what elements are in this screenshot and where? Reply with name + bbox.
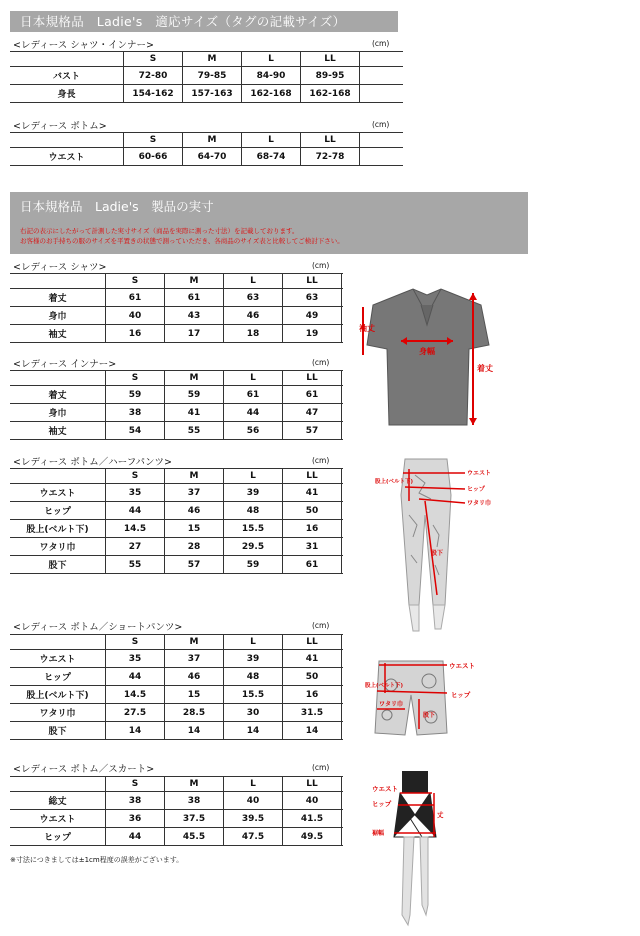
size-header-cell: L <box>224 371 283 386</box>
size-value-cell: 36 <box>106 810 165 828</box>
header-extra-cell <box>342 635 344 650</box>
row-extra-cell <box>342 404 344 422</box>
row-extra-cell <box>360 67 404 85</box>
skirt-label-hip: ヒップ <box>372 800 392 808</box>
table-row <box>10 148 403 166</box>
table-row <box>10 828 343 846</box>
size-value-cell: 27.5 <box>106 704 165 722</box>
actual-size-title: 日本規格品 Ladie's 製品の実寸 <box>20 199 214 214</box>
measure-note-1: 右記の表示にしたがって計測した実寸サイズ（商品を実際に測った寸法）を記載しております。 <box>20 227 299 235</box>
size-header-cell: L <box>242 133 301 148</box>
row-label: 股下 <box>10 722 106 740</box>
short-pants-illustration <box>365 655 490 740</box>
size-header-cell: L <box>242 52 301 67</box>
size-table <box>10 776 343 846</box>
row-label: ウエスト <box>10 650 106 668</box>
size-value-cell: 68-74 <box>242 148 301 166</box>
row-label: バスト <box>10 67 124 85</box>
size-value-cell: 15 <box>165 520 224 538</box>
header-extra-cell <box>342 371 344 386</box>
size-value-cell: 48 <box>224 668 283 686</box>
row-label: 身巾 <box>10 404 106 422</box>
short-pants-label-thigh: ワタリ巾 <box>379 701 403 708</box>
size-value-cell: 72-80 <box>124 67 183 85</box>
row-extra-cell <box>342 422 344 440</box>
size-value-cell: 63 <box>224 289 283 307</box>
size-value-cell: 55 <box>165 422 224 440</box>
size-value-cell: 16 <box>283 686 342 704</box>
row-label: 身巾 <box>10 307 106 325</box>
size-value-cell: 37 <box>165 484 224 502</box>
footnote: ※寸法につきましては±1cm程度の誤差がございます。 <box>10 856 184 864</box>
table-header-row <box>10 371 343 386</box>
row-extra-cell <box>342 556 344 574</box>
table-row <box>10 722 343 740</box>
size-table <box>10 132 403 166</box>
half-pants-label-rise: 股上(ベルト下) <box>375 479 414 485</box>
size-value-cell: 16 <box>283 520 342 538</box>
size-value-cell: 37.5 <box>165 810 224 828</box>
table-row <box>10 289 343 307</box>
row-label: 着丈 <box>10 386 106 404</box>
size-value-cell: 29.5 <box>224 538 283 556</box>
size-header-cell: LL <box>283 777 342 792</box>
size-value-cell: 16 <box>106 325 165 343</box>
shirt-label-sleeve: 袖丈 <box>359 324 375 333</box>
size-value-cell: 14 <box>224 722 283 740</box>
size-value-cell: 45.5 <box>165 828 224 846</box>
half-pants-illustration <box>375 455 505 635</box>
size-value-cell: 40 <box>283 792 342 810</box>
table-row <box>10 556 343 574</box>
size-header-cell: LL <box>283 371 342 386</box>
size-header-cell: S <box>106 371 165 386</box>
table-title: <レディース シャツ> <box>13 262 107 273</box>
table-row <box>10 668 343 686</box>
size-table <box>10 51 403 103</box>
size-value-cell: 38 <box>165 792 224 810</box>
size-value-cell: 154-162 <box>124 85 183 103</box>
row-label: ウエスト <box>10 148 124 166</box>
unit-label: (cm) <box>312 358 330 367</box>
fit-size-header: 日本規格品 Ladie's 適応サイズ（タグの記載サイズ） <box>10 11 398 32</box>
size-value-cell: 72-78 <box>301 148 360 166</box>
row-extra-cell <box>342 792 344 810</box>
skirt-label-length: 丈 <box>437 811 444 819</box>
table-row <box>10 810 343 828</box>
half-pants-label-waist: ウエスト <box>467 470 492 477</box>
row-extra-cell <box>342 828 344 846</box>
size-table <box>10 273 343 343</box>
table-header-row <box>10 274 343 289</box>
row-label: ワタリ巾 <box>10 538 106 556</box>
row-extra-cell <box>342 307 344 325</box>
row-label: 総丈 <box>10 792 106 810</box>
size-value-cell: 59 <box>165 386 224 404</box>
size-value-cell: 19 <box>283 325 342 343</box>
size-header-cell: M <box>165 635 224 650</box>
size-header-cell: M <box>165 371 224 386</box>
size-header-cell: L <box>224 469 283 484</box>
table-title: <レディース シャツ・インナー> <box>13 40 155 51</box>
skirt-label-hem: 裾幅 <box>372 830 385 837</box>
size-value-cell: 28 <box>165 538 224 556</box>
size-value-cell: 49.5 <box>283 828 342 846</box>
size-header-cell: LL <box>283 635 342 650</box>
size-header-cell: S <box>124 133 183 148</box>
table-row <box>10 67 403 85</box>
size-header-cell: L <box>224 777 283 792</box>
row-label: 股上(ベルト下) <box>10 686 106 704</box>
size-value-cell: 35 <box>106 650 165 668</box>
size-value-cell: 44 <box>224 404 283 422</box>
size-table <box>10 370 343 440</box>
size-value-cell: 14 <box>106 722 165 740</box>
size-header-cell: LL <box>283 274 342 289</box>
size-value-cell: 55 <box>106 556 165 574</box>
row-label: ヒップ <box>10 828 106 846</box>
table-row <box>10 650 343 668</box>
row-label: ワタリ巾 <box>10 704 106 722</box>
size-value-cell: 47.5 <box>224 828 283 846</box>
size-header-cell: S <box>106 635 165 650</box>
row-extra-cell <box>360 85 404 103</box>
table-row <box>10 686 343 704</box>
header-blank-cell <box>10 777 106 792</box>
row-extra-cell <box>342 386 344 404</box>
table-row <box>10 325 343 343</box>
row-extra-cell <box>342 289 344 307</box>
short-pants-label-inseam: 股下 <box>423 712 436 719</box>
size-value-cell: 59 <box>224 556 283 574</box>
table-row <box>10 307 343 325</box>
table-row <box>10 520 343 538</box>
size-value-cell: 79-85 <box>183 67 242 85</box>
row-label: ヒップ <box>10 668 106 686</box>
row-extra-cell <box>342 484 344 502</box>
table-header-row <box>10 52 403 67</box>
row-label: ウエスト <box>10 484 106 502</box>
size-value-cell: 40 <box>106 307 165 325</box>
row-extra-cell <box>342 686 344 704</box>
measure-note-2: お客様のお手持ちの服のサイズを平置きの状態で測っていただき、各商品のサイズ表と比較してご検討下さい。 <box>20 237 344 245</box>
size-value-cell: 30 <box>224 704 283 722</box>
row-label: 股下 <box>10 556 106 574</box>
shirt-label-length: 着丈 <box>477 364 493 373</box>
unit-label: (cm) <box>312 621 330 630</box>
table-row <box>10 538 343 556</box>
size-header-cell: S <box>106 469 165 484</box>
row-label: 着丈 <box>10 289 106 307</box>
size-value-cell: 50 <box>283 668 342 686</box>
header-blank-cell <box>10 469 106 484</box>
row-label: 身長 <box>10 85 124 103</box>
size-value-cell: 41 <box>165 404 224 422</box>
size-header-cell: M <box>165 469 224 484</box>
header-blank-cell <box>10 371 106 386</box>
size-value-cell: 57 <box>165 556 224 574</box>
size-value-cell: 44 <box>106 502 165 520</box>
row-label: 股上(ベルト下) <box>10 520 106 538</box>
size-value-cell: 37 <box>165 650 224 668</box>
size-value-cell: 47 <box>283 404 342 422</box>
size-value-cell: 43 <box>165 307 224 325</box>
size-header-cell: M <box>165 274 224 289</box>
short-pants-label-hip: ヒップ <box>451 691 471 699</box>
size-header-cell: M <box>183 133 242 148</box>
row-extra-cell <box>342 650 344 668</box>
size-value-cell: 39 <box>224 650 283 668</box>
skirt-illustration <box>370 765 460 930</box>
row-extra-cell <box>342 810 344 828</box>
size-value-cell: 14 <box>283 722 342 740</box>
unit-label: (cm) <box>312 261 330 270</box>
size-value-cell: 28.5 <box>165 704 224 722</box>
skirt-label-waist: ウエスト <box>372 785 398 793</box>
row-extra-cell <box>342 325 344 343</box>
size-value-cell: 15.5 <box>224 520 283 538</box>
row-extra-cell <box>342 668 344 686</box>
size-value-cell: 39 <box>224 484 283 502</box>
size-value-cell: 14.5 <box>106 686 165 704</box>
half-pants-label-thigh: ワタリ巾 <box>467 500 491 507</box>
size-header-cell: M <box>183 52 242 67</box>
row-extra-cell <box>342 502 344 520</box>
table-header-row <box>10 635 343 650</box>
short-pants-label-waist: ウエスト <box>449 662 475 670</box>
size-value-cell: 38 <box>106 404 165 422</box>
size-value-cell: 41 <box>283 484 342 502</box>
header-extra-cell <box>360 52 404 67</box>
row-label: 袖丈 <box>10 422 106 440</box>
size-value-cell: 61 <box>106 289 165 307</box>
table-row <box>10 704 343 722</box>
size-value-cell: 61 <box>283 386 342 404</box>
size-header-cell: M <box>165 777 224 792</box>
size-table <box>10 468 343 574</box>
size-value-cell: 41 <box>283 650 342 668</box>
size-value-cell: 61 <box>224 386 283 404</box>
row-extra-cell <box>342 520 344 538</box>
size-value-cell: 18 <box>224 325 283 343</box>
table-row <box>10 422 343 440</box>
table-header-row <box>10 777 343 792</box>
size-value-cell: 59 <box>106 386 165 404</box>
table-title: <レディース ボトム／スカート> <box>13 764 155 775</box>
size-value-cell: 61 <box>283 556 342 574</box>
header-blank-cell <box>10 635 106 650</box>
size-value-cell: 46 <box>224 307 283 325</box>
size-value-cell: 46 <box>165 502 224 520</box>
size-value-cell: 50 <box>283 502 342 520</box>
table-row <box>10 792 343 810</box>
header-extra-cell <box>360 133 404 148</box>
size-value-cell: 44 <box>106 668 165 686</box>
size-value-cell: 44 <box>106 828 165 846</box>
row-extra-cell <box>342 704 344 722</box>
size-value-cell: 39.5 <box>224 810 283 828</box>
size-header-cell: LL <box>283 469 342 484</box>
row-label: ヒップ <box>10 502 106 520</box>
row-extra-cell <box>342 538 344 556</box>
shirt-label-width: 身幅 <box>419 347 435 356</box>
table-row <box>10 484 343 502</box>
table-title: <レディース ボトム／ショートパンツ> <box>13 622 183 633</box>
size-value-cell: 54 <box>106 422 165 440</box>
short-pants-label-rise: 股上(ベルト下) <box>365 683 404 689</box>
table-title: <レディース ボトム> <box>13 121 107 132</box>
header-blank-cell <box>10 133 124 148</box>
unit-label: (cm) <box>372 120 390 129</box>
row-extra-cell <box>360 148 404 166</box>
table-title: <レディース インナー> <box>13 359 117 370</box>
header-extra-cell <box>342 469 344 484</box>
half-pants-label-inseam: 股下 <box>431 550 444 557</box>
size-value-cell: 27 <box>106 538 165 556</box>
size-value-cell: 31 <box>283 538 342 556</box>
size-header-cell: LL <box>301 133 360 148</box>
size-value-cell: 14.5 <box>106 520 165 538</box>
size-value-cell: 41.5 <box>283 810 342 828</box>
table-header-row <box>10 133 403 148</box>
size-header-cell: L <box>224 274 283 289</box>
size-value-cell: 162-168 <box>242 85 301 103</box>
header-extra-cell <box>342 777 344 792</box>
size-value-cell: 64-70 <box>183 148 242 166</box>
size-table <box>10 634 343 740</box>
size-value-cell: 61 <box>165 289 224 307</box>
size-value-cell: 56 <box>224 422 283 440</box>
shirt-illustration <box>355 285 500 430</box>
size-value-cell: 84-90 <box>242 67 301 85</box>
table-row <box>10 386 343 404</box>
table-row <box>10 502 343 520</box>
row-label: 袖丈 <box>10 325 106 343</box>
header-extra-cell <box>342 274 344 289</box>
header-blank-cell <box>10 52 124 67</box>
size-value-cell: 17 <box>165 325 224 343</box>
size-value-cell: 157-163 <box>183 85 242 103</box>
size-value-cell: 46 <box>165 668 224 686</box>
unit-label: (cm) <box>372 39 390 48</box>
row-extra-cell <box>342 722 344 740</box>
table-row <box>10 85 403 103</box>
size-value-cell: 48 <box>224 502 283 520</box>
size-value-cell: 162-168 <box>301 85 360 103</box>
size-value-cell: 15 <box>165 686 224 704</box>
table-row <box>10 404 343 422</box>
row-label: ウエスト <box>10 810 106 828</box>
size-value-cell: 15.5 <box>224 686 283 704</box>
unit-label: (cm) <box>312 763 330 772</box>
size-value-cell: 63 <box>283 289 342 307</box>
size-value-cell: 38 <box>106 792 165 810</box>
size-header-cell: L <box>224 635 283 650</box>
actual-size-header <box>10 192 528 254</box>
unit-label: (cm) <box>312 456 330 465</box>
size-value-cell: 35 <box>106 484 165 502</box>
size-header-cell: S <box>124 52 183 67</box>
header-blank-cell <box>10 274 106 289</box>
size-value-cell: 31.5 <box>283 704 342 722</box>
table-title: <レディース ボトム／ハーフパンツ> <box>13 457 172 468</box>
table-header-row <box>10 469 343 484</box>
size-value-cell: 14 <box>165 722 224 740</box>
size-header-cell: S <box>106 274 165 289</box>
size-header-cell: S <box>106 777 165 792</box>
size-header-cell: LL <box>301 52 360 67</box>
size-value-cell: 89-95 <box>301 67 360 85</box>
size-value-cell: 57 <box>283 422 342 440</box>
size-value-cell: 49 <box>283 307 342 325</box>
half-pants-label-hip: ヒップ <box>467 486 485 493</box>
size-value-cell: 60-66 <box>124 148 183 166</box>
size-value-cell: 40 <box>224 792 283 810</box>
